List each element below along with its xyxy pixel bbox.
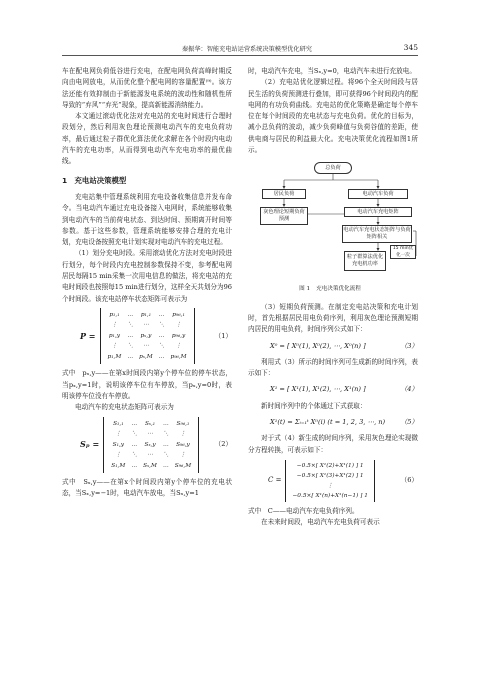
- matrix-cell: …: [131, 462, 138, 469]
- matrix-cell: ⋮: [175, 343, 182, 350]
- matrix-row: [105, 341, 190, 352]
- matrix-cell: ⋱: [131, 431, 138, 438]
- matrix-cell: ⋮: [180, 431, 186, 438]
- matrix-cell: S₁,₁: [113, 420, 124, 427]
- figure-caption-text: 充电决策优化流程: [316, 286, 361, 293]
- section-heading: 1 充电站决策模型: [62, 175, 127, 185]
- flow-node-charging-matrix: 电动汽车充电矩阵: [344, 207, 412, 217]
- matrix-cell: Sₓ,₁: [144, 420, 156, 427]
- matrix-cell: ⋮: [115, 452, 122, 459]
- paragraph: （1）划分充电时段。采用滚动优化方法对充电时段进行划分，每个时段内充电控制参数保持不变，参考配电网居民每隔15 min采集一次用电信息的做法，将充电站的充电时间段也按照每15 min进行划分，这样全天共划分为96个时间段。该充电站停车状态矩阵可表示为: [62, 249, 232, 303]
- matrix-cell: ⋮: [180, 452, 186, 459]
- matrix-cell: S₉₆,y: [176, 441, 190, 448]
- equation-number: （6）: [400, 476, 418, 485]
- matrix-cell: p₁,₁: [140, 311, 152, 318]
- right-column: [248, 66, 418, 529]
- matrix-cell: S₁,M: [111, 462, 126, 469]
- matrix-label: P =: [80, 330, 96, 341]
- figure-1: [248, 160, 418, 295]
- equation-1: [62, 308, 232, 365]
- paragraph: 对于式（4）新生成的时间序列，采用灰色理论实现微分方程转换，可表示如下：: [248, 434, 418, 454]
- parking-state-matrix: [100, 308, 195, 365]
- matrix-cell: p₉₆,₁: [172, 311, 185, 318]
- paragraph: 车在配电网负荷低谷进行充电，在配电网负荷高峰时期反向由电网放电，从而优化整个配电网的容量配置⁽⁹⁾。该方法还能有效抑制由于新能源发电系统的波动性和随机性所导致的“弃风”“弃光”现象，提高新能源消纳能力。: [62, 67, 232, 109]
- matrix-cell: ⋱: [127, 322, 134, 329]
- matrix-cell: ⋯: [143, 322, 149, 329]
- matrix-row: −0.5×[ X¹(n)+X¹(n−1) ] 1: [292, 492, 368, 499]
- matrix-cell: …: [127, 332, 134, 339]
- flow-node-resident-load: 居民负荷: [262, 189, 306, 199]
- matrix-cell: ⋮: [175, 322, 182, 329]
- charging-state-matrix: [103, 417, 199, 474]
- flow-node-grey-forecast: 灰色理论短期负荷预测: [260, 207, 308, 225]
- matrix-row: [108, 450, 194, 461]
- flow-node-pso: 粒子群算法优化充电机功率: [344, 251, 386, 271]
- matrix-cell: ⋱: [162, 452, 169, 459]
- matrix-cell: S₉₆,M: [174, 462, 192, 469]
- matrix-row: [105, 310, 190, 321]
- equation-4: [248, 384, 418, 395]
- flow-node-interval: 15 min优化一次: [390, 245, 416, 259]
- matrix-label: Sₚ =: [80, 439, 100, 450]
- matrix-cell: ⋯: [143, 343, 149, 350]
- matrix-cell: ⋯: [147, 431, 153, 438]
- matrix-cell: p₁,y: [108, 332, 120, 339]
- matrix-row: [108, 419, 194, 430]
- equation-body: X¹ = [ X¹(1), X¹(2), ⋯, X¹(n) ]: [270, 385, 366, 394]
- matrix-row: [108, 461, 194, 472]
- matrix-cell: p₁,₁: [109, 311, 120, 318]
- matrix-row: [105, 331, 190, 342]
- equation-3: [248, 341, 418, 352]
- equation-body: X¹(t) = Σᵢ₌₁ᵗ X⁰(i) (t = 1, 2, 3, ⋯, n): [270, 418, 386, 427]
- matrix-cell: ⋱: [158, 343, 165, 350]
- matrix-cell: …: [127, 353, 134, 360]
- flow-node-ev-load: 电动汽车负荷: [348, 189, 408, 199]
- flow-node-total-load: 总负荷: [314, 162, 352, 174]
- page-header: [62, 40, 418, 56]
- equation-number: （3）: [400, 341, 418, 350]
- paragraph: 充电站集中管理系统利用充电设备收集信息并发布命令。当电动汽车通过充电设备接入电网时，系统能够收集到电动汽车的当前荷电状态、到达时间、预期离开时间等参数。基于这些参数，管理系统能够安排合理的充电计划，充电设备按照充电计划实现对电动汽车的充电过程。: [62, 192, 232, 247]
- equation-body: X⁰ = [ X⁰(1), X⁰(2), ⋯, X⁰(n) ]: [270, 341, 366, 350]
- matrix-row: ⋮: [327, 482, 334, 489]
- matrix-cell: …: [162, 462, 169, 469]
- matrix-cell: p₉₆,M: [170, 353, 187, 360]
- figure-number: 图 1: [299, 286, 311, 293]
- paragraph: 式中 C——电动汽车充电负荷序列。: [248, 506, 359, 515]
- paragraph: 利用式（3）所示的时间序列可生成新的时间序列，表示如下：: [248, 357, 418, 378]
- matrix-cell: S₉₆,₁: [176, 420, 190, 427]
- matrix-cell: ⋱: [162, 431, 169, 438]
- equation-2: [62, 417, 232, 474]
- matrix-row: [105, 352, 190, 363]
- equation-5: [248, 417, 418, 428]
- matrix-cell: ⋱: [158, 322, 165, 329]
- load-sequence-matrix: [285, 460, 375, 502]
- matrix-row: [108, 429, 194, 440]
- equation-6: [248, 460, 418, 502]
- matrix-row: −0.5×[ X¹(2)+X¹(1) ] 1: [296, 462, 364, 469]
- matrix-label: C =: [268, 476, 282, 485]
- matrix-cell: p₉₆,y: [171, 332, 186, 339]
- flow-node-state-matrix: 电动汽车充电状态矩阵与负荷矩阵相关: [342, 225, 412, 243]
- matrix-cell: …: [127, 311, 134, 318]
- matrix-cell: …: [158, 353, 165, 360]
- matrix-cell: …: [158, 311, 165, 318]
- matrix-cell: Sₓ,y: [144, 441, 156, 448]
- paragraph: 式中 pₓ,y——在第x时间段内第y个停车位的停车状态，当pₓ,y=1时，说明该停车位有车停放，当pₓ,y=0时，表明该停车位没有车停放。: [62, 369, 232, 401]
- equation-number: （1）: [214, 331, 232, 340]
- page-number: 345: [403, 43, 418, 52]
- matrix-cell: ⋯: [147, 452, 153, 459]
- equation-number: （5）: [400, 418, 418, 427]
- matrix-row: −0.5×[ X¹(3)+X¹(2) ] 1: [296, 472, 364, 479]
- paragraph: 新时间序列中的个体通过下式获取：: [261, 401, 367, 410]
- matrix-cell: …: [162, 441, 169, 448]
- figure-caption: [248, 284, 418, 295]
- running-title: 秦振华：智能充电站运营系统决策模型优化研究: [182, 46, 312, 53]
- header-rule: [62, 55, 418, 56]
- matrix-cell: ⋱: [127, 343, 134, 350]
- paragraph: 电动汽车的充电状态矩阵可表示为: [75, 403, 174, 412]
- matrix-cell: ⋮: [111, 322, 118, 329]
- matrix-row: [105, 320, 190, 331]
- flowchart: [248, 160, 418, 282]
- matrix-cell: pₓ,M: [139, 353, 153, 360]
- matrix-cell: S₁,y: [112, 441, 125, 448]
- matrix-cell: p₁,M: [107, 353, 122, 360]
- matrix-cell: Sₓ,M: [143, 462, 157, 469]
- matrix-cell: …: [162, 420, 169, 427]
- matrix-cell: …: [158, 332, 165, 339]
- equation-number: （4）: [400, 385, 418, 394]
- paragraph: 本文通过滚动优化法对充电站的充电时间进行合理时段划分，然后利用灰色理论预测电动汽车的充电负荷功率，最后通过粒子群优化算法优化求解在各个时段内电动汽车的充电功率，从而得到电动汽车充电功率的最优曲线。: [62, 112, 232, 166]
- matrix-cell: pₓ,y: [140, 332, 152, 339]
- paragraph: （3）短期负荷预测。在制定充电站决策和充电计划时，首先根据居民用电负荷序列，利用灰色理论预测短期内居民的用电负荷，时间序列公式如下：: [248, 302, 418, 334]
- equation-number: （2）: [214, 440, 232, 449]
- matrix-cell: …: [131, 420, 138, 427]
- paragraph: （2）充电站优化逻辑过程。将96个全天时间段与居民生活的负荷预测进行叠加，即可获得96个时间段内的配电网的有功负荷曲线。充电站的优化策略是确定每个停车位在每个时间段的充电状态与充电负荷。优化的目标为，减小总负荷的波动，减少负荷峰值与负荷谷值的差距，使供电商与居民的利益最大化。充电决策优化流程如图1所示。: [248, 78, 418, 155]
- left-column: [62, 66, 232, 500]
- matrix-cell: ⋮: [115, 431, 122, 438]
- matrix-cell: ⋱: [131, 452, 138, 459]
- paragraph: 时，电动汽车充电，当Sₓ,y=0，电动汽车未进行充放电。: [248, 67, 416, 75]
- matrix-cell: …: [131, 441, 138, 448]
- matrix-cell: ⋮: [111, 343, 118, 350]
- paragraph: 在未来时间段，电动汽车充电负荷可表示: [261, 518, 380, 527]
- paragraph: 式中 Sₓ,y——在第x个时间段内第y个停车位的充电状态，当Sₓ,y=−1时，电动汽车放电，当Sₓ,y=1: [62, 478, 232, 498]
- matrix-row: [108, 440, 194, 451]
